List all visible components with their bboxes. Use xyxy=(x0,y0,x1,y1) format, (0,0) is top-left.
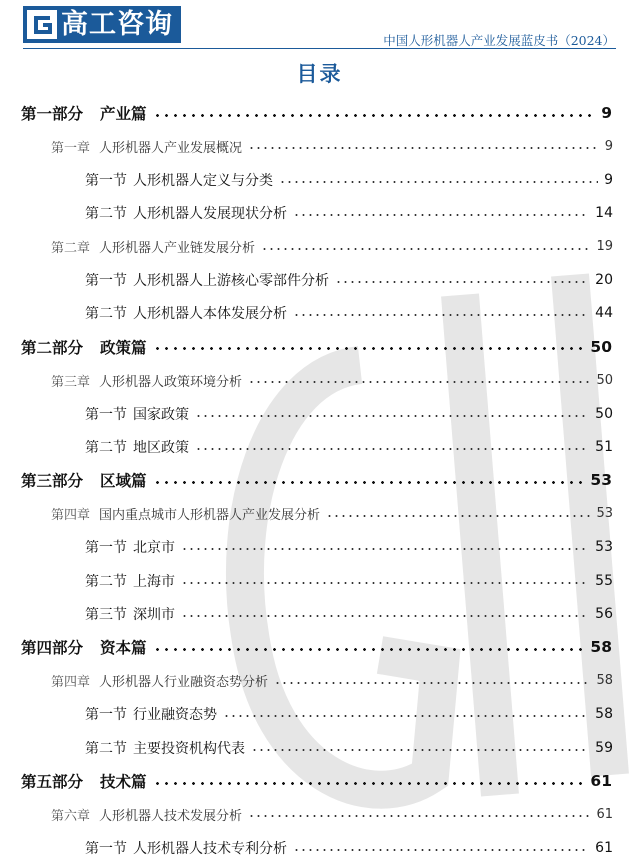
toc-chapter-entry[interactable] xyxy=(0,664,639,698)
toc-entry-label xyxy=(85,203,287,223)
dot-leader xyxy=(293,849,589,851)
dot-leader xyxy=(279,181,598,183)
dot-leader xyxy=(293,314,589,316)
toc-chapter-entry[interactable] xyxy=(0,230,639,264)
toc-entry-number: 第四章 xyxy=(51,675,91,691)
toc-section-entry[interactable] xyxy=(0,196,639,230)
toc-entry-number: 第一节 xyxy=(85,172,127,189)
toc-chapter-entry[interactable] xyxy=(0,363,639,397)
toc-page-number: 56 xyxy=(595,606,613,622)
toc-entry-number: 第一节 xyxy=(85,273,127,289)
toc-entry-title: 人形机器人上游核心零部件分析 xyxy=(133,273,329,289)
toc-entry-label xyxy=(51,237,255,256)
toc-entry-number: 第二节 xyxy=(85,740,127,757)
toc-part-entry[interactable] xyxy=(0,630,639,664)
toc-page-number: 51 xyxy=(595,439,613,455)
toc-page-number: 61 xyxy=(590,772,612,790)
dot-leader xyxy=(335,281,589,283)
toc-entry-label xyxy=(85,437,189,457)
toc-entry-number: 第一章 xyxy=(51,140,91,156)
toc-entry-title: 人形机器人产业链发展分析 xyxy=(99,241,256,257)
toc-section-entry[interactable] xyxy=(0,430,639,464)
toc-entry-title: 上海市 xyxy=(133,573,175,590)
toc-entry-number: 第三章 xyxy=(51,374,91,390)
toc-entry-number: 第二节 xyxy=(85,306,127,323)
toc-entry-label xyxy=(85,704,217,724)
toc-section-entry[interactable] xyxy=(0,597,639,631)
toc-entry-number: 第二节 xyxy=(85,206,127,223)
toc-entry-title: 人形机器人行业融资态势分析 xyxy=(99,675,269,691)
toc-entry-number: 第二节 xyxy=(85,573,127,590)
dot-leader xyxy=(181,548,589,550)
toc-entry-label xyxy=(85,303,287,323)
dot-leader xyxy=(153,114,596,117)
toc-entry-label xyxy=(51,504,320,523)
toc-part-entry[interactable] xyxy=(0,96,639,130)
toc-page-number: 53 xyxy=(596,506,613,522)
toc-section-entry[interactable] xyxy=(0,530,639,564)
dot-leader xyxy=(153,782,585,785)
book-title: 中国人形机器人产业发展蓝皮书（2024） xyxy=(383,33,615,48)
toc-page-number: 20 xyxy=(595,272,613,288)
toc-entry-number: 第一部分 xyxy=(21,105,84,123)
dot-leader xyxy=(248,381,590,383)
toc-entry-label xyxy=(51,371,242,390)
dot-leader xyxy=(195,448,589,450)
toc-chapter-entry[interactable] xyxy=(0,797,639,831)
toc-section-entry[interactable] xyxy=(0,831,639,865)
dot-leader xyxy=(195,415,589,417)
toc-entry-title: 人形机器人技术发展分析 xyxy=(99,808,243,824)
page-header xyxy=(0,0,639,50)
toc-entry-title: 地区政策 xyxy=(133,440,189,456)
toc-entry-title: 北京市 xyxy=(133,540,175,557)
toc-entry-label xyxy=(85,604,175,624)
toc-entry-label xyxy=(21,336,147,358)
toc-entry-title: 政策篇 xyxy=(100,338,147,357)
toc-entry-number: 第二节 xyxy=(85,440,127,456)
toc-entry-title: 人形机器人政策环境分析 xyxy=(99,374,243,390)
toc-entry-title: 国内重点城市人形机器人产业发展分析 xyxy=(99,508,321,524)
toc-entry-label xyxy=(51,137,242,156)
logo-g-icon xyxy=(27,10,57,39)
toc-entry-label xyxy=(85,738,245,758)
dot-leader xyxy=(153,481,585,484)
toc-entry-label xyxy=(85,270,329,290)
toc-part-entry[interactable] xyxy=(0,764,639,798)
toc-part-entry[interactable] xyxy=(0,463,639,497)
toc-entry-title: 人形机器人技术专利分析 xyxy=(133,840,287,857)
toc-page-number: 58 xyxy=(595,706,613,723)
toc-entry-number: 第四部分 xyxy=(21,639,84,658)
toc-entry-number: 第四章 xyxy=(51,508,91,524)
toc-page-number: 50 xyxy=(595,405,613,422)
toc-entry-number: 第一节 xyxy=(85,707,127,724)
toc-entry-number: 第一节 xyxy=(85,406,127,423)
toc-page-number: 61 xyxy=(595,839,613,856)
toc-entry-title: 行业融资态势 xyxy=(133,707,217,724)
toc-section-entry[interactable] xyxy=(0,564,639,598)
toc-section-entry[interactable] xyxy=(0,397,639,431)
toc-page-number: 14 xyxy=(595,205,613,222)
dot-leader xyxy=(293,214,589,216)
toc-page-number: 50 xyxy=(590,337,612,356)
toc-section-entry[interactable] xyxy=(0,296,639,330)
toc-entry-number: 第二部分 xyxy=(21,338,84,357)
toc-entry-label xyxy=(85,170,273,190)
toc-section-entry[interactable] xyxy=(0,697,639,731)
dot-leader xyxy=(153,347,585,350)
dot-leader xyxy=(181,582,589,584)
toc-entry-number: 第一节 xyxy=(85,540,127,557)
toc-entry-number: 第三节 xyxy=(85,607,127,623)
toc-entry-title: 主要投资机构代表 xyxy=(133,740,245,757)
toc-entry-label xyxy=(21,770,147,792)
toc-chapter-entry[interactable] xyxy=(0,129,639,163)
dot-leader xyxy=(223,715,589,717)
toc-entry-title: 人形机器人本体发展分析 xyxy=(133,306,287,323)
toc-entry-label xyxy=(21,102,147,124)
toc-chapter-entry[interactable] xyxy=(0,497,639,531)
toc-part-entry[interactable] xyxy=(0,330,639,364)
toc-page-number: 9 xyxy=(604,138,613,154)
toc-page-number: 55 xyxy=(595,572,613,589)
toc-entry-label xyxy=(21,469,147,491)
toc-page-number: 61 xyxy=(596,806,613,822)
dot-leader xyxy=(248,147,599,149)
dot-leader xyxy=(326,515,590,517)
logo-text: 高工咨询 xyxy=(61,9,173,40)
toc-section-entry[interactable] xyxy=(0,163,639,197)
toc-entry-title: 产业篇 xyxy=(100,105,147,123)
toc-page-number: 19 xyxy=(596,239,613,255)
header-divider xyxy=(23,48,616,49)
dot-leader xyxy=(274,682,590,684)
dot-leader xyxy=(153,648,585,651)
toc-entry-title: 人形机器人定义与分类 xyxy=(133,172,273,189)
toc-entry-title: 技术篇 xyxy=(100,773,147,791)
toc-page-number: 59 xyxy=(595,739,613,756)
toc-page-number: 58 xyxy=(596,673,613,689)
toc-title: 目录 xyxy=(296,62,343,86)
dot-leader xyxy=(181,615,589,617)
toc-entry-label xyxy=(21,636,147,658)
toc-entry-title: 资本篇 xyxy=(100,639,147,658)
toc-page-number: 9 xyxy=(601,104,612,122)
toc-page-number: 58 xyxy=(590,638,612,657)
toc-section-entry[interactable] xyxy=(0,263,639,297)
toc-page-number: 50 xyxy=(596,372,613,388)
toc-page-number: 9 xyxy=(604,171,613,188)
toc-section-entry[interactable] xyxy=(0,731,639,765)
brand-logo xyxy=(23,6,181,43)
toc-entry-label xyxy=(51,805,242,824)
dot-leader xyxy=(248,815,590,817)
toc-entry-number: 第六章 xyxy=(51,808,91,824)
toc-page-number: 44 xyxy=(595,305,613,322)
toc-entry-number: 第五部分 xyxy=(21,773,84,791)
toc-entry-number: 第一节 xyxy=(85,840,127,857)
toc-entry-label xyxy=(85,404,189,424)
dot-leader xyxy=(261,248,590,250)
toc-entry-title: 区域篇 xyxy=(100,472,147,491)
toc-entry-label xyxy=(85,537,175,557)
toc-entry-title: 人形机器人产业发展概况 xyxy=(99,140,243,156)
toc-entry-label xyxy=(51,671,268,690)
toc-entry-number: 第三部分 xyxy=(21,472,84,491)
toc-entry-title: 国家政策 xyxy=(133,406,189,423)
toc-page-number: 53 xyxy=(595,539,613,556)
dot-leader xyxy=(251,749,589,751)
toc-entry-number: 第二章 xyxy=(51,241,91,257)
toc-entry-label xyxy=(85,571,175,591)
toc-entry-label xyxy=(85,838,287,858)
toc-entry-title: 人形机器人发展现状分析 xyxy=(133,206,287,223)
toc-page-number: 53 xyxy=(590,471,612,490)
toc-entry-title: 深圳市 xyxy=(133,607,175,623)
